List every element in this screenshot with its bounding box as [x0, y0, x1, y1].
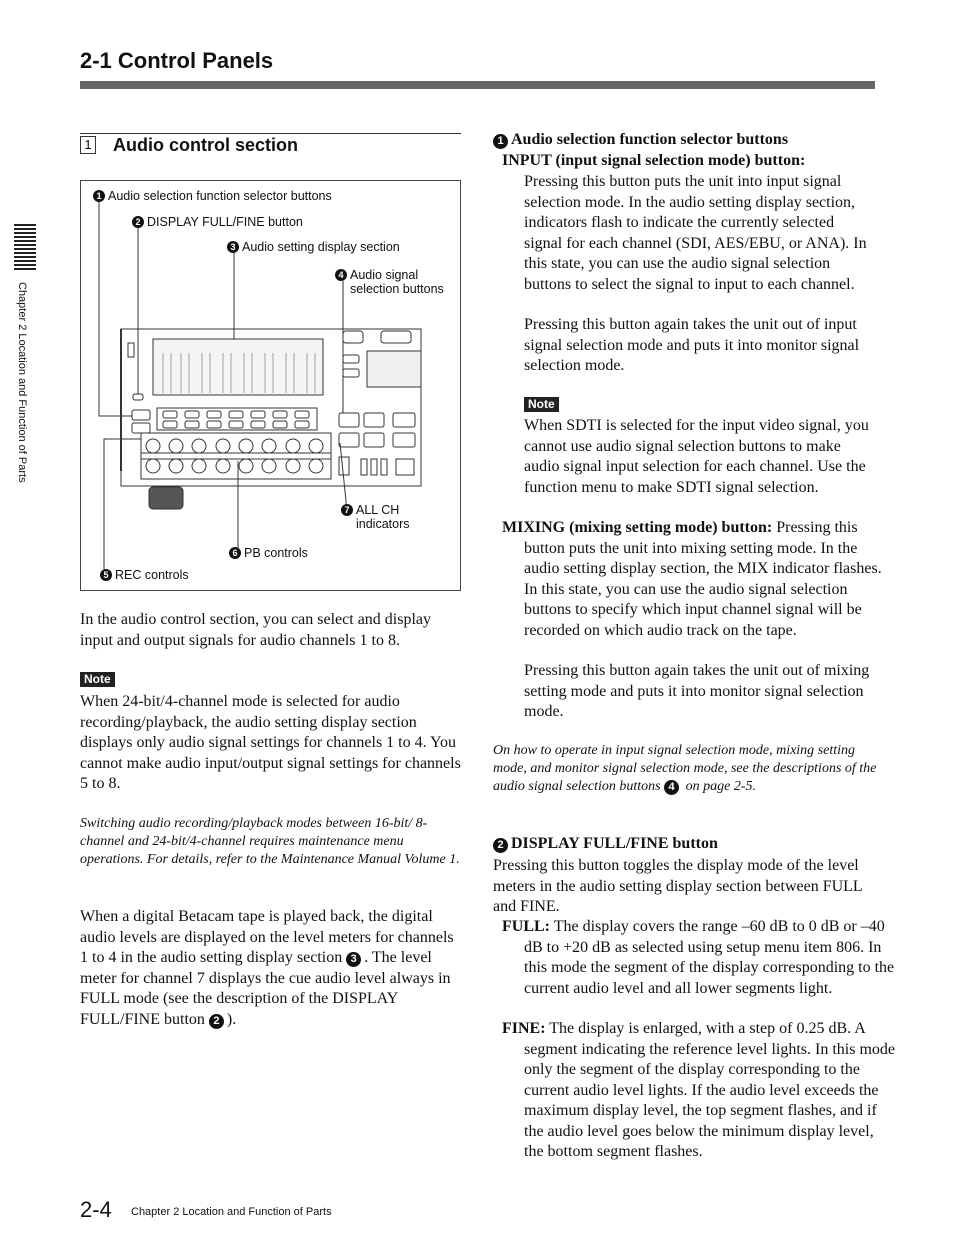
side-chapter-label: Chapter 2 Location and Function of Parts [16, 282, 28, 483]
callout-7 [341, 503, 410, 531]
callout-text: DISPLAY FULL/FINE button [147, 215, 303, 229]
input-paragraph-2: Pressing this button again takes the unit out of input signal selection mode and puts it into monitor signal selection mode. [524, 316, 860, 374]
text-run: ). [226, 1010, 237, 1028]
fine-heading: FINE: [502, 1020, 546, 1037]
intro-paragraph: In the audio control section, you can select and display input and output signals for audio channels 1 to 8. [80, 611, 432, 649]
ref-number: 4 [664, 780, 679, 795]
heading-number: 1 [493, 134, 508, 149]
mixing-paragraph-2: Pressing this button again takes the unit out of mixing setting mode and puts it into monitor signal selection mode. [524, 662, 870, 720]
callout-text: PB controls [244, 546, 308, 560]
modes-italic-note [493, 742, 881, 796]
text-run: . The level meter for channel 7 displays the cue audio level always in FULL mode (see the description of the DISPLAY FULL/FINE button [80, 949, 451, 1028]
callout-text: Audio setting display section [242, 240, 400, 254]
heading-audio-selection [493, 131, 883, 149]
text-run: The display is enlarged, with a step of 0.25 dB. A segment indicating the reference level lights. In this mode only the segment of the display corresponding to the current audio level lights. If the audio level exceeds the maximum display level, the top segment flashes, and if the audio level goes below the minimum display level, the bottom segment flashes. [524, 1020, 895, 1160]
section-number-box: 1 [80, 136, 96, 154]
heading-text: Audio selection function selector buttons [511, 131, 789, 148]
callout-text: selection buttons [350, 282, 444, 296]
mixing-paragraph [502, 518, 896, 641]
callout-3 [227, 240, 400, 254]
callout-1 [93, 189, 332, 203]
callout-text: REC controls [115, 568, 189, 582]
callout-number: 3 [227, 241, 239, 253]
text-run: on page 2-5. [682, 779, 756, 794]
page-header-title: 2-1 Control Panels [80, 48, 274, 73]
text-run: Pressing this button puts the unit into mixing setting mode. In the audio setting display section, the MIX indicator flashes. In this state, you can use the audio signal selection buttons to specify which input channel signal will be recorded on which audio track on the tape. [524, 519, 882, 639]
note-paragraph: When 24-bit/4-channel mode is selected for audio recording/playback, the audio setting display section displays only audio signal settings for channels 1 to 4. You cannot make audio input/output signal settings for channels 5 to 8. [80, 693, 461, 792]
callout-number: 4 [335, 269, 347, 281]
note-tag: Note [80, 672, 115, 687]
full-heading: FULL: [502, 918, 550, 935]
ref-number: 2 [209, 1014, 224, 1029]
section-title: Audio control section [113, 135, 299, 155]
callout-2 [132, 215, 303, 229]
right-note-label [524, 395, 559, 413]
audio-control-figure [80, 180, 461, 591]
callout-number: 6 [229, 547, 241, 559]
mixing-heading: MIXING (mixing setting mode) button: [502, 519, 773, 536]
display-paragraph: Pressing this button toggles the display mode of the level meters in the audio setting display section between FULL and FINE. [493, 857, 863, 915]
callout-text: Audio selection function selector buttons [108, 189, 332, 203]
chapter-tab-marks [14, 224, 36, 270]
fine-paragraph [502, 1019, 896, 1163]
maintenance-italic-note: Switching audio recording/playback modes between 16-bit/ 8-channel and 24-bit/4-channel requires maintenance menu operations. For details, refer to the Maintenance Manual Volume 1. [80, 816, 460, 867]
input-paragraph-1: Pressing this button puts the unit into input signal selection mode. In the audio setting display section, indicators flash to indicate the currently selected signal for each channel (SDI, AES/EBU, or ANA). In this state, you can use the audio signal selection buttons to select the signal to input to each channel. [524, 173, 867, 293]
heading-number: 2 [493, 838, 508, 853]
betacam-paragraph [80, 907, 462, 1030]
text-run: The display covers the range –60 dB to 0 dB or –40 dB to +20 dB as selected using setup menu item 806. In this mode the segment of the display corresponding to the current audio level and all lower segments light. [524, 918, 895, 997]
note-label [80, 670, 115, 688]
callout-6 [229, 546, 308, 560]
callout-text: ALL CH [356, 503, 400, 517]
note-tag: Note [524, 397, 559, 412]
page-number: 2-4 [80, 1197, 112, 1222]
heading-display-full-fine [493, 835, 883, 853]
header-rule [80, 81, 875, 89]
callout-number: 1 [93, 190, 105, 202]
footer-chapter-label: Chapter 2 Location and Function of Parts [131, 1206, 332, 1218]
text-run: On how to operate in input signal selection mode, mixing setting mode, and monitor signal selection mode, see the descriptions of the audio signal selection buttons [493, 743, 877, 794]
callout-number: 7 [341, 504, 353, 516]
input-button-heading: INPUT (input signal selection mode) button: [502, 152, 806, 169]
section-rule [80, 133, 461, 134]
heading-text: DISPLAY FULL/FINE button [511, 835, 718, 852]
callout-number: 2 [132, 216, 144, 228]
callout-number: 5 [100, 569, 112, 581]
callout-text: Audio signal [350, 268, 419, 282]
text-run: When a digital Betacam tape is played back, the digital audio levels are displayed on the level meters for channels 1 to 4 in the audio setting display section [80, 908, 454, 966]
callout-4 [335, 268, 444, 296]
callout-5 [100, 568, 189, 582]
sdti-note: When SDTI is selected for the input video signal, you cannot use audio signal selection buttons to make audio signal input selection for each channel. Use the function menu to make SDTI signal selection. [524, 417, 869, 496]
callout-text: indicators [356, 517, 410, 531]
full-paragraph [502, 917, 896, 999]
ref-number: 3 [346, 952, 361, 967]
